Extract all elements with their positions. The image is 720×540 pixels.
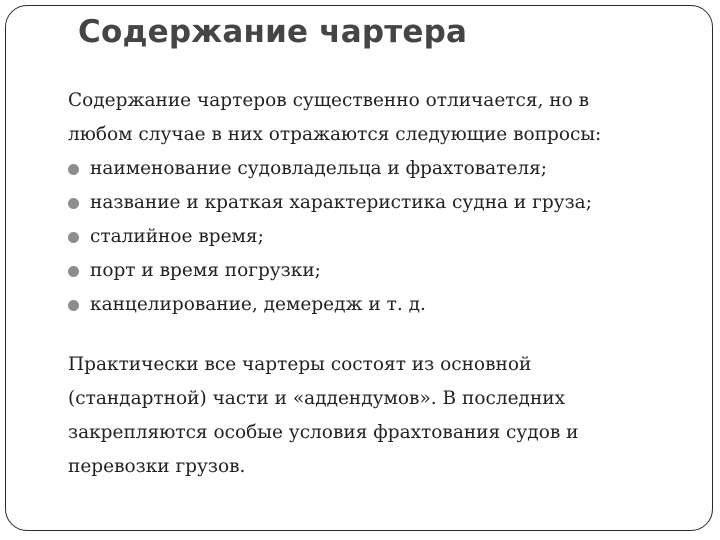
bullet-icon [68,198,79,209]
bullet-item [68,254,688,288]
bullet-item [68,152,688,186]
closing-paragraph [68,348,688,484]
closing-line-4: перевозки грузов. [68,456,246,477]
bullet-icon [68,266,79,277]
closing-line-1: Практически все чартеры состоят из основной [68,354,532,375]
slide-title: Содержание чартера [78,14,468,50]
bullet-icon [68,164,79,175]
bullet-text: канцелирование, демередж и т. д. [90,294,426,315]
bullet-text: порт и время погрузки; [90,260,321,281]
closing-line-2: (стандартной) части и «аддендумов». В последних [68,388,566,409]
bullet-text: сталийное время; [90,226,264,247]
bullet-list [68,152,688,322]
closing-line-3: закрепляются особые условия фрахтования судов и [68,422,579,443]
bullet-icon [68,232,79,243]
intro-line-1: Содержание чартеров существенно отличается, но в [68,90,590,111]
intro-paragraph [68,84,688,152]
bullet-item [68,288,688,322]
bullet-icon [68,300,79,311]
bullet-item [68,186,688,220]
bullet-item [68,220,688,254]
bullet-text: наименование судовладельца и фрахтователя; [90,158,548,179]
bullet-text: название и краткая характеристика судна и груза; [90,192,592,213]
intro-line-2: любом случае в них отражаются следующие вопросы: [68,124,602,145]
slide-content [68,84,688,484]
